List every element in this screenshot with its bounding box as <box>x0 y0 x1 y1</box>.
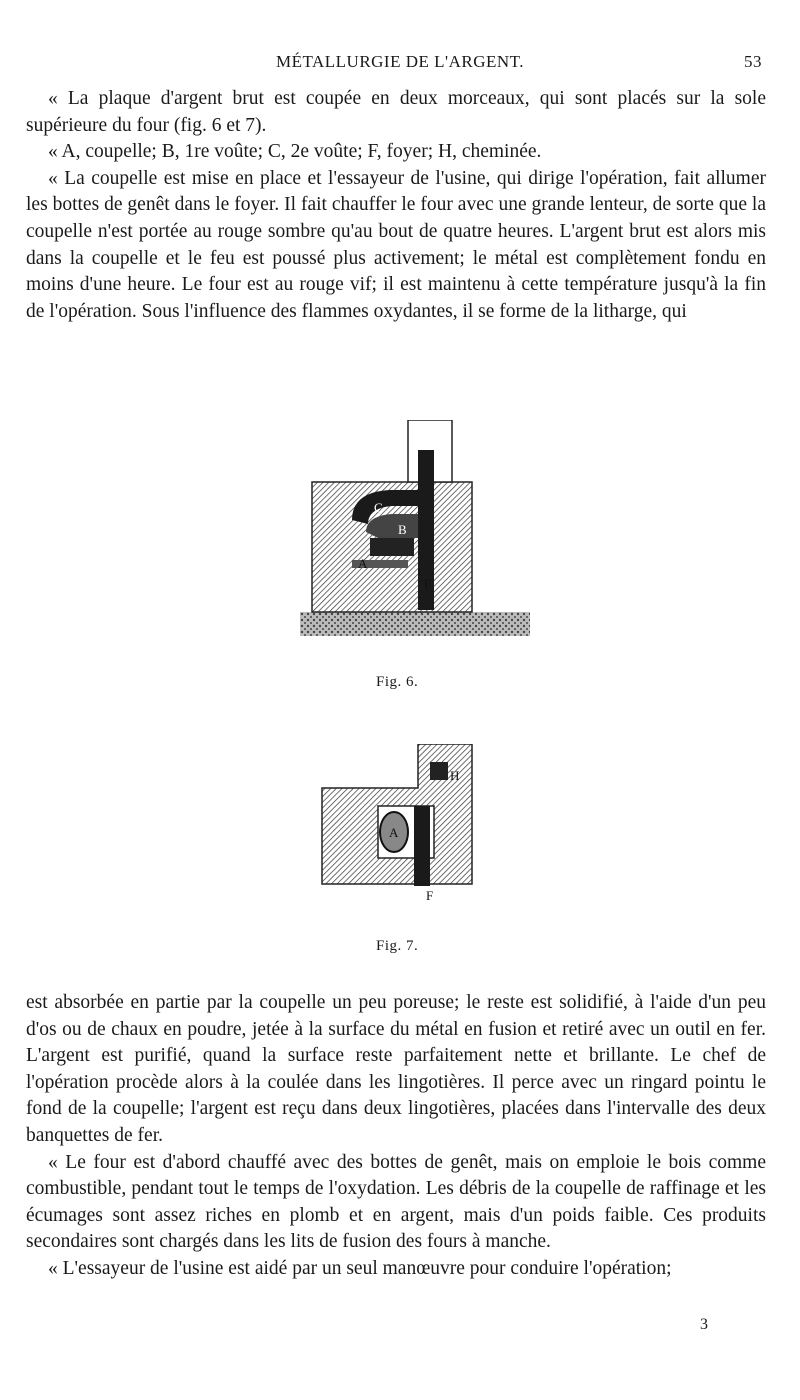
label-b: B <box>398 522 407 537</box>
figure-6-furnace-section <box>300 420 530 652</box>
paragraph: est absorbée en partie par la coupelle un peu poreuse; le reste est solidifié, à l'aide d'un peu d'os ou de chaux en poudre, jetée à la surface du métal en fusion et retiré avec un outil en fer. L'argent est purifié, quand la surface reste parfaitement nette et brillante. Le chef de l'opération procède alors à la coulée dans les lingotières. Il perce avec un ringard pointu le fond de la coupelle; l'argent est reçu dans deux lingotières, placées dans l'intervalle des deux banquettes de fer. <box>26 992 766 1146</box>
paragraph: « La plaque d'argent brut est coupée en deux morceaux, qui sont placés sur la sole supérieure du four (fig. 6 et 7). <box>26 88 766 136</box>
label-f: F <box>424 576 432 591</box>
paragraph: « Le four est d'abord chauffé avec des bottes de genêt, mais on emploie le bois comme combustible, pendant tout le temps de l'oxydation. Les débris de la coupelle de raffinage et les écumages sont assez riches en plomb et en argent, mais d'un poids faible. Ces produits secondaires sont chargés dans les lits de fusion des fours à manche. <box>26 1151 766 1253</box>
figure-7-furnace-plan <box>318 744 478 902</box>
text-block-top <box>26 86 766 325</box>
label-a: A <box>389 825 399 840</box>
grate-passage <box>414 806 430 886</box>
label-c: C <box>374 500 383 515</box>
text-block-bottom <box>26 990 766 1283</box>
running-title: MÉTALLURGIE DE L'ARGENT. <box>275 52 525 71</box>
figure-legend-paragraph: « A, coupelle; B, 1re voûte; C, 2e voûte; F, foyer; H, cheminée. <box>48 141 542 163</box>
cupel <box>370 538 414 556</box>
label-f: F <box>426 888 434 902</box>
paragraph: « L'essayeur de l'usine est aidé par un seul manœuvre pour conduire l'opération; <box>48 1257 672 1279</box>
label-a: A <box>358 556 368 571</box>
chimney-square <box>430 762 448 780</box>
signature-mark: 3 <box>700 1316 708 1333</box>
figure-7-caption: Fig. 7. <box>376 938 419 954</box>
page-number: 53 <box>744 52 762 71</box>
figure-6-caption: Fig. 6. <box>376 674 419 690</box>
paragraph: « La coupelle est mise en place et l'essayeur de l'usine, qui dirige l'opération, fait allumer les bottes de genêt dans le foyer. Il fait chauffer le four avec une grande lenteur, de sorte que la coupelle n'est portée au rouge sombre qu'au bout de quatre heures. L'argent brut est alors mis dans la coupelle et le feu est poussé plus activement; le métal est complètement fondu en moins d'une heure. Le four est au rouge vif; il est maintenu à cette température jusqu'à la fin de l'opération. Sous l'influence des flammes oxydantes, il se forme de la litharge, qui <box>26 167 766 322</box>
label-h: H <box>450 768 460 783</box>
running-header <box>0 52 800 74</box>
ground-layer <box>300 612 530 636</box>
